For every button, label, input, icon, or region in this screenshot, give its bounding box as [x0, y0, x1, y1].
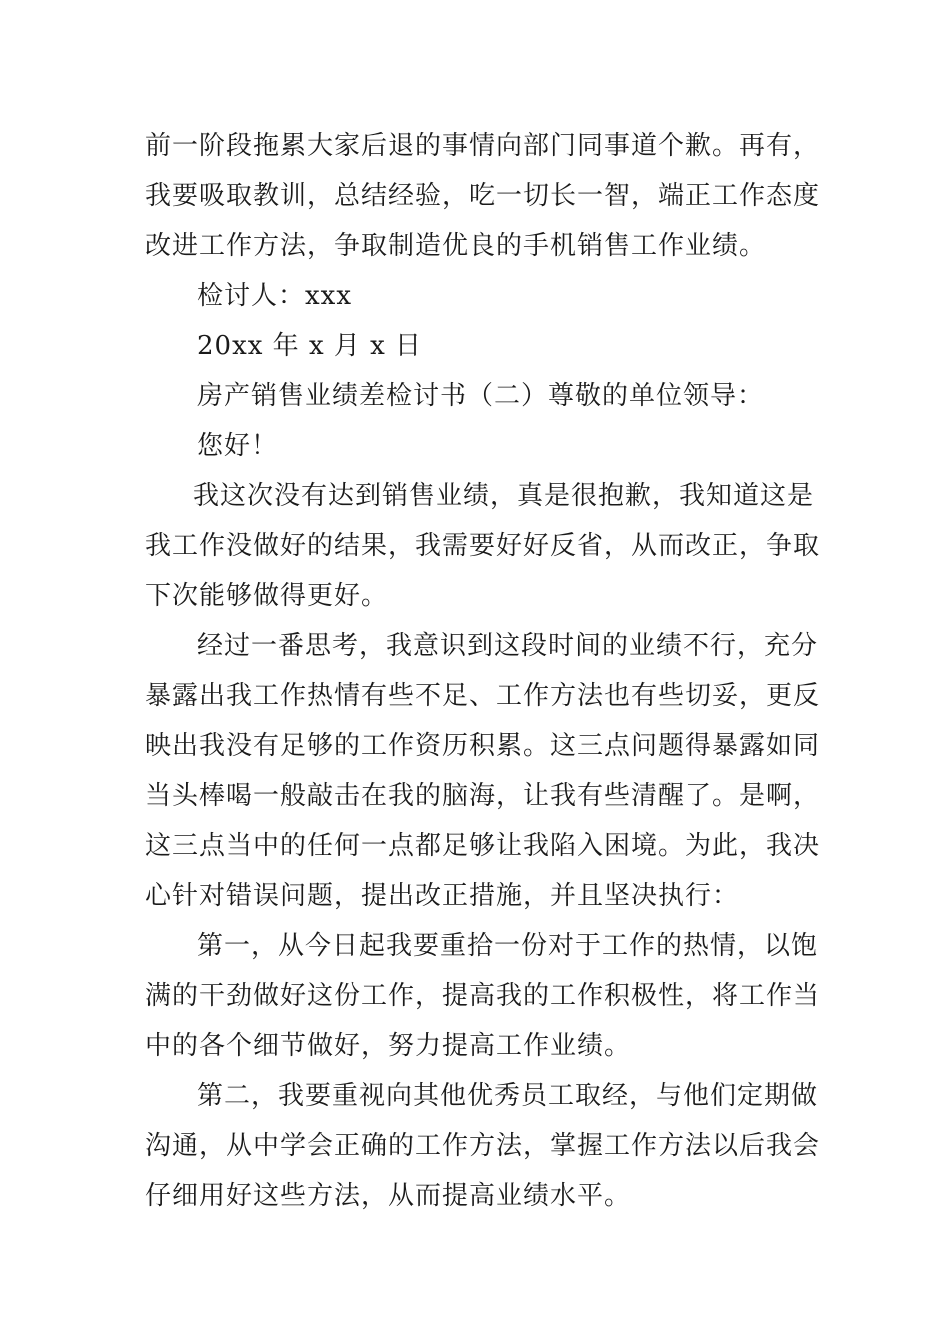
- paragraph-line: 经过一番思考，我意识到这段时间的业绩不行，充分: [197, 631, 819, 661]
- text-line: 前一阶段拖累大家后退的事情向部门同事道个歉。再有，: [145, 131, 821, 161]
- greeting: 您好！: [197, 431, 279, 461]
- paragraph-line: 第二，我要重视向其他优秀员工取经，与他们定期做: [197, 1081, 819, 1111]
- paragraph-line: 我工作没做好的结果，我需要好好反省，从而改正，争取: [145, 531, 821, 561]
- paragraph-line: 我这次没有达到销售业绩，真是很抱歉，我知道这是: [193, 481, 815, 511]
- section-heading: 房产销售业绩差检讨书（二）尊敬的单位领导：: [197, 381, 765, 411]
- text-line: 我要吸取教训，总结经验，吃一切长一智，端正工作态度: [145, 181, 821, 211]
- paragraph-line: 映出我没有足够的工作资历积累。这三点问题得暴露如同: [145, 731, 821, 761]
- document-body: [145, 121, 821, 1221]
- paragraph-line: 中的各个细节做好，努力提高工作业绩。: [145, 1031, 632, 1061]
- paragraph-line: 沟通，从中学会正确的工作方法，掌握工作方法以后我会: [145, 1131, 821, 1161]
- text-line: 改进工作方法，争取制造优良的手机销售工作业绩。: [145, 231, 767, 261]
- paragraph-line: 这三点当中的任何一点都足够让我陷入困境。为此，我决: [145, 831, 821, 861]
- paragraph-line: 心针对错误问题，提出改正措施，并且坚决执行：: [145, 881, 740, 911]
- paragraph-line: 满的干劲做好这份工作，提高我的工作积极性，将工作当: [145, 981, 821, 1011]
- signature-reviewer: 检讨人：xxx: [197, 281, 352, 311]
- signature-date: 20xx 年 x 月 x 日: [197, 331, 423, 361]
- paragraph-line: 第一，从今日起我要重拾一份对于工作的热情，以饱: [197, 931, 819, 961]
- paragraph-line: 暴露出我工作热情有些不足、工作方法也有些切妥，更反: [145, 681, 821, 711]
- paragraph-line: 当头棒喝一般敲击在我的脑海，让我有些清醒了。是啊，: [145, 781, 821, 811]
- paragraph-line: 仔细用好这些方法，从而提高业绩水平。: [145, 1181, 632, 1211]
- paragraph-line: 下次能够做得更好。: [145, 581, 389, 611]
